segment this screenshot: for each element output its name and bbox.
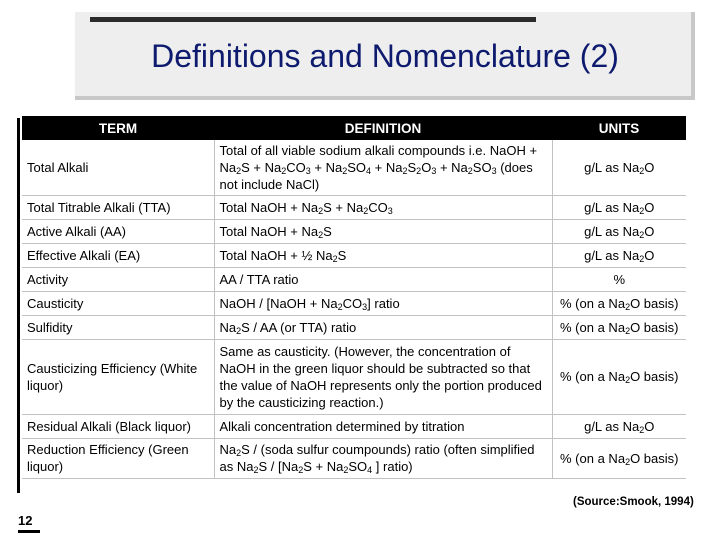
definition-cell: Total of all viable sodium alkali compounds i.e. NaOH + $Na_2S + Na_2CO_3 + Na_2SO_4 + Na_2S_2O_3 + Na_2SO_3$ (does not include NaCl) (214, 140, 552, 195)
units-cell: g/L as $Na_2O$ (552, 140, 686, 195)
units-cell: g/L as $Na_2O$ (552, 243, 686, 267)
units-cell: % (on a $Na_2O$ basis) (552, 339, 686, 414)
table-row (22, 315, 686, 339)
table-row (22, 291, 686, 315)
units-cell: % (552, 267, 686, 291)
term-cell: Reduction Efficiency (Green liquor) (22, 438, 214, 478)
page-number-underline (18, 530, 40, 533)
table-row (22, 267, 686, 291)
term-cell: Activity (22, 267, 214, 291)
page-number: 12 (18, 513, 33, 528)
definition-cell: Total NaOH + $Na_2S$ (214, 219, 552, 243)
definition-cell: NaOH / [NaOH + $Na_2CO_3$] ratio (214, 291, 552, 315)
units-cell: % (on a $Na_2O$ basis) (552, 291, 686, 315)
table-header-row (22, 116, 686, 140)
table-row (22, 219, 686, 243)
table-row (22, 195, 686, 219)
term-cell: Causticity (22, 291, 214, 315)
definition-cell: $Na_2S$ / AA (or TTA) ratio (214, 315, 552, 339)
definition-cell: Same as causticity. (However, the concentration of NaOH in the green liquor should be subtracted so that the value of NaOH represents only the portion produced by the causticizing reaction.) (214, 339, 552, 414)
table-row (22, 339, 686, 414)
definition-cell: Total NaOH + ½ $Na_2S$ (214, 243, 552, 267)
units-cell: g/L as $Na_2O$ (552, 414, 686, 438)
term-cell: Effective Alkali (EA) (22, 243, 214, 267)
definition-cell: AA / TTA ratio (214, 267, 552, 291)
definition-cell: Total NaOH + $Na_2S + Na_2CO_3$ (214, 195, 552, 219)
term-cell: Residual Alkali (Black liquor) (22, 414, 214, 438)
units-cell: % (on a $Na_2O$ basis) (552, 438, 686, 478)
slide-title: Definitions and Nomenclature (2) (151, 38, 619, 74)
left-accent-bar (17, 118, 20, 493)
term-cell: Sulfidity (22, 315, 214, 339)
units-cell: % (on a $Na_2O$ basis) (552, 315, 686, 339)
header-definition: DEFINITION (214, 116, 552, 140)
term-cell: Total Alkali (22, 140, 214, 195)
title-accent-bar (90, 17, 536, 22)
table-row (22, 140, 686, 195)
definition-cell: $Na_2S$ / (soda sulfur coumpounds) ratio (often simplified as $Na_2S / [Na_2S + Na_2SO_4$ ] ratio) (214, 438, 552, 478)
definition-cell: Alkali concentration determined by titration (214, 414, 552, 438)
table-row (22, 438, 686, 478)
definitions-table (22, 116, 686, 479)
table-row (22, 243, 686, 267)
term-cell: Causticizing Efficiency (White liquor) (22, 339, 214, 414)
units-cell: g/L as $Na_2O$ (552, 195, 686, 219)
header-units: UNITS (552, 116, 686, 140)
table-row (22, 414, 686, 438)
term-cell: Total Titrable Alkali (TTA) (22, 195, 214, 219)
term-cell: Active Alkali (AA) (22, 219, 214, 243)
units-cell: g/L as $Na_2O$ (552, 219, 686, 243)
header-term: TERM (22, 116, 214, 140)
source-citation: (Source:Smook, 1994) (573, 496, 694, 508)
